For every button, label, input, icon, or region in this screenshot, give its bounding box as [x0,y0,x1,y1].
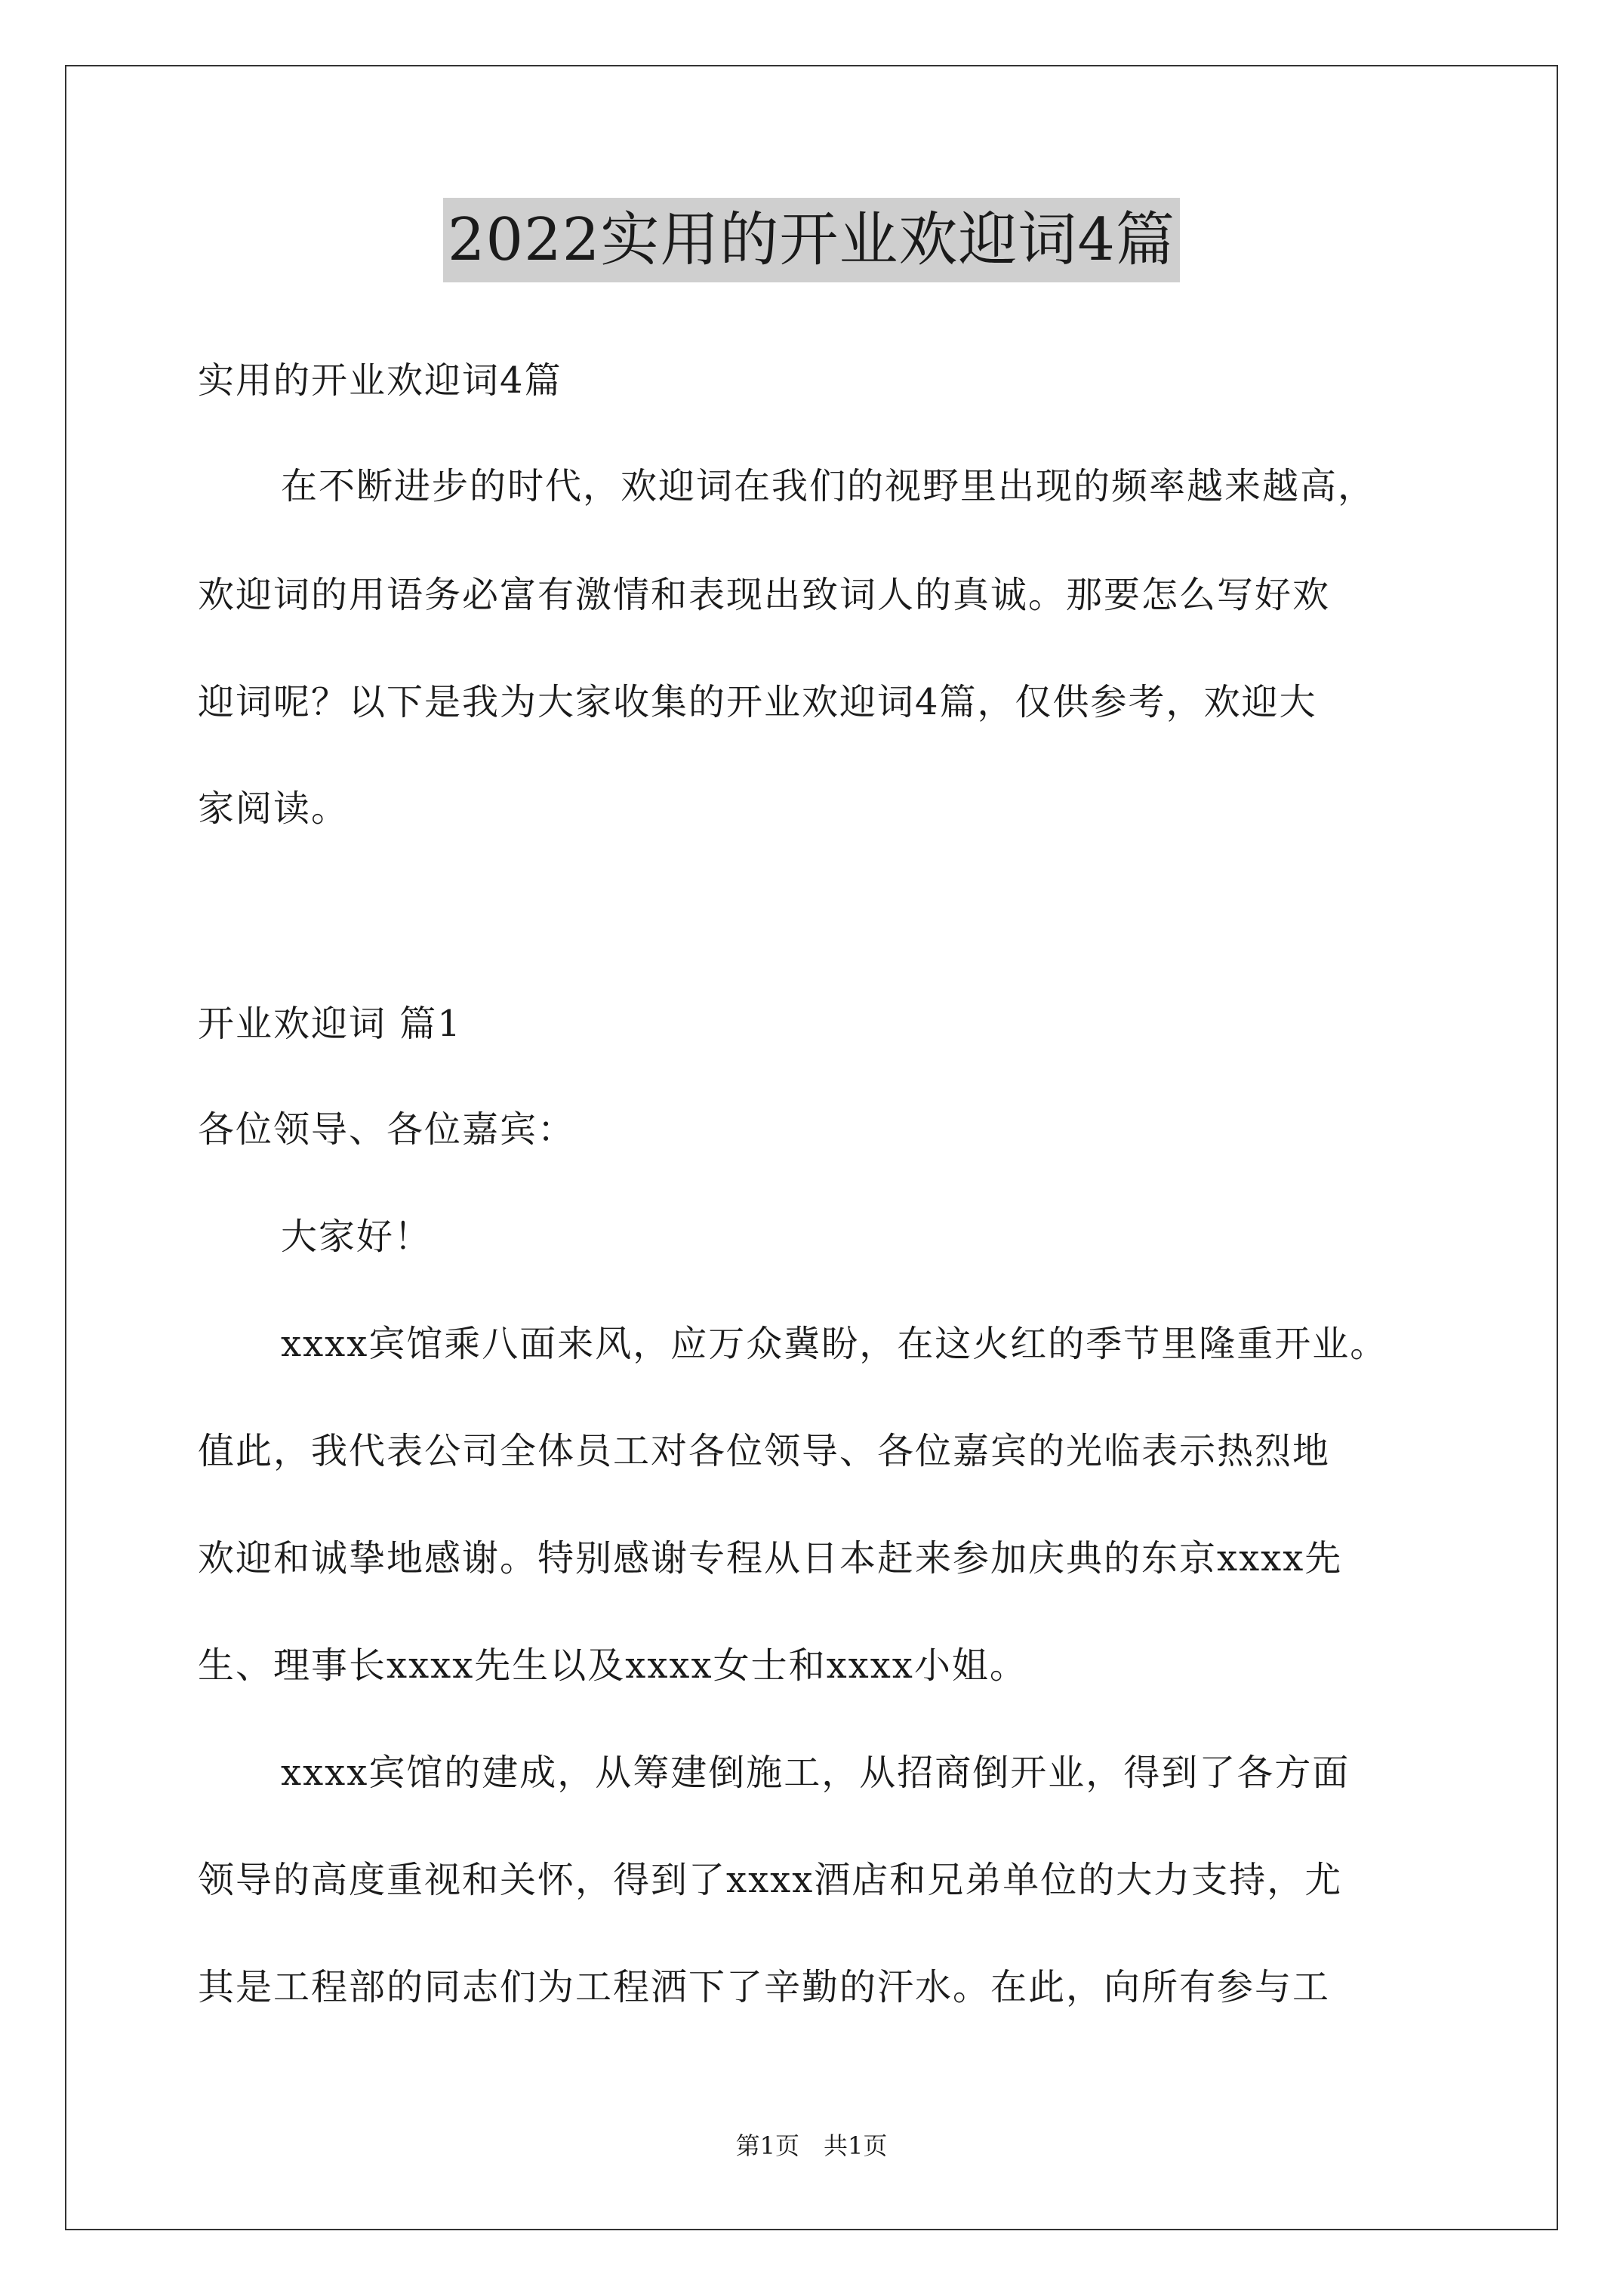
paragraph1-line-2: 值此，我代表公司全体员工对各位领导、各位嘉宾的光临表示热烈地 [198,1430,1331,1472]
paragraph1-line-4: 生、理事长xxxx先生以及xxxx女士和xxxx小姐。 [198,1644,1027,1687]
paragraph2-line-1: xxxx宾馆的建成，从筹建倒施工，从招商倒开业，得到了各方面 [281,1752,1350,1794]
intro-line-4: 家阅读。 [198,787,350,830]
intro-line-3: 迎词呢？以下是我为大家收集的开业欢迎词4篇，仅供参考，欢迎大 [198,681,1317,723]
paragraph2-line-2: 领导的高度重视和关怀，得到了xxxx酒店和兄弟单位的大力支持，尤 [198,1859,1343,1901]
page-footer: 第1页 共1页 [735,2131,888,2160]
intro-line-2: 欢迎词的用语务必富有激情和表现出致词人的真诚。那要怎么写好欢 [198,574,1331,616]
paragraph1-line-3: 欢迎和诚挚地感谢。特别感谢专程从日本赶来参加庆典的东京xxxx先 [198,1537,1343,1579]
intro-line-1: 在不断进步的时代，欢迎词在我们的视野里出现的频率越来越高， [281,465,1376,507]
section-heading: 开业欢迎词 篇1 [198,1003,462,1045]
paragraph2-line-3: 其是工程部的同志们为工程洒下了辛勤的汗水。在此，向所有参与工 [198,1966,1331,2008]
document-subtitle: 实用的开业欢迎词4篇 [198,359,562,402]
greeting: 大家好！ [281,1216,433,1258]
paragraph1-line-1: xxxx宾馆乘八面来风，应万众冀盼，在这火红的季节里隆重开业。 [281,1323,1388,1365]
title-container [0,198,1623,282]
salutation: 各位领导、各位嘉宾： [198,1108,576,1151]
document-title: 2022实用的开业欢迎词4篇 [443,198,1180,282]
